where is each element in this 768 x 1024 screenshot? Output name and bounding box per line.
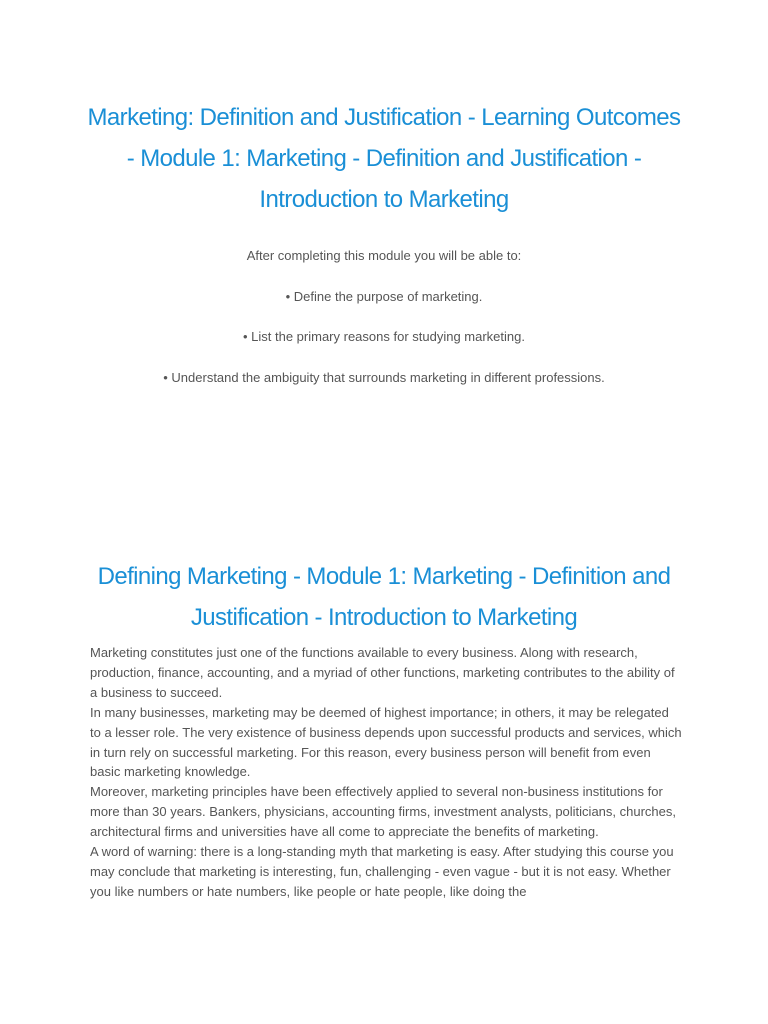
outcomes-intro: After completing this module you will be able to:: [246, 248, 522, 263]
outcome-item: • List the primary reasons for studying marketing.: [242, 329, 525, 344]
body-paragraph: A word of warning: there is a long-standing myth that marketing is easy. After studying this course you may conclude that marketing is interesting, fun, challenging - even vague - but it is not easy. Whether you like numbers or hate numbers, like people or hate people, like doing the: [90, 844, 674, 899]
body-paragraph: In many businesses, marketing may be deemed of highest importance; in others, it may be relegated to a lesser role. The very existence of business depends upon successful products and services, which in turn rely on successful marketing. For this reason, every business person will benefit from even basic marketing knowledge.: [90, 704, 682, 780]
learning-outcomes-block: [60, 246, 708, 408]
outcome-item: • Understand the ambiguity that surrounds marketing in different professions.: [163, 369, 605, 385]
body-paragraph: Marketing constitutes just one of the functions available to every business. Along with research, production, finance, accounting, and a myriad of other functions, marketing contributes to the ability of a business to succeed.: [90, 645, 675, 700]
body-paragraph: Moreover, marketing principles have been effectively applied to several non-business institutions for more than 30 years. Bankers, physicians, accounting firms, investment analysts, politicians, churches, architectural firms and universities have all come to appreciate the benefits of marketing.: [90, 784, 676, 840]
learning-outcomes-title: Marketing: Definition and Justification - Learning Outcomes - Module 1: Marketing - Definition and Justification - Introduction to Marketing: [87, 104, 681, 213]
outcome-item: • Define the purpose of marketing.: [285, 288, 483, 304]
defining-marketing-title: Defining Marketing - Module 1: Marketing - Definition and Justification - Introduction to Marketing: [97, 563, 671, 631]
defining-marketing-body: [90, 643, 682, 902]
